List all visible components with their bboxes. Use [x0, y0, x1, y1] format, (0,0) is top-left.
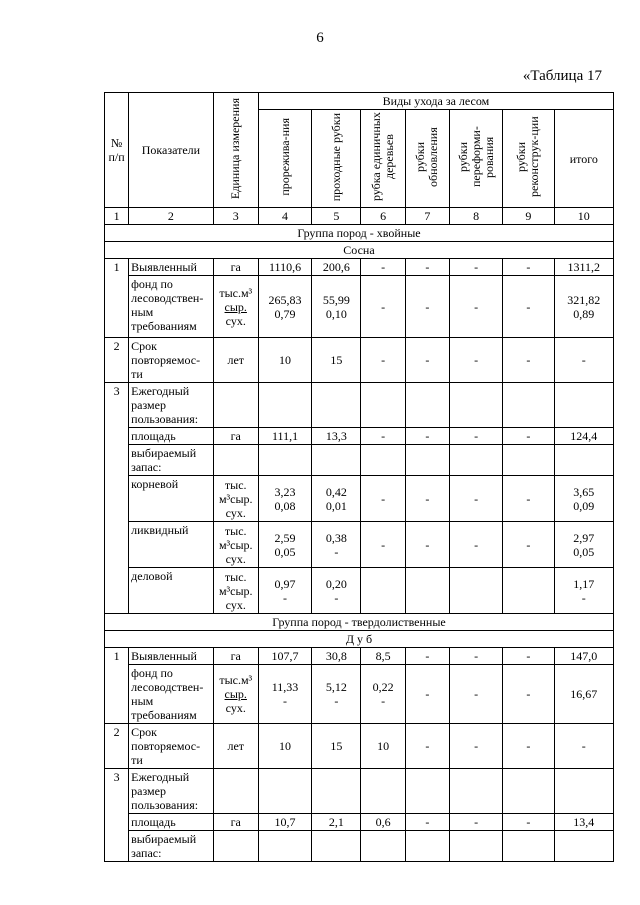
- table-row: 3 Ежегодный размер пользования:: [105, 769, 614, 814]
- column-numbers-row: 1 2 3 4 5 6 7 8 9 10: [105, 208, 614, 225]
- table-row: корневой тыс. м³сыр. сух. 3,23 0,08 0,42 0,01 - - - - 3,65 0,09: [105, 476, 614, 522]
- table-row: 3 Ежегодный размер пользования:: [105, 383, 614, 428]
- forest-care-table: [104, 92, 614, 862]
- species-heading: Сосна: [105, 242, 614, 259]
- table-row: ликвидный тыс. м³сыр. сух. 2,59 0,05 0,38 - - - - - 2,97 0,05: [105, 522, 614, 568]
- table-title: «Таблица 17: [522, 68, 602, 84]
- group-heading: Группа пород - твердолиственные: [105, 614, 614, 631]
- table-row: фонд по лесоводствен-ным требованиям тыс.м³ сыр. сух. 265,83 0,79 55,99 0,10 - - - - 321,82 0,89: [105, 276, 614, 338]
- header-col-reconstruction: рубки реконструк-ции: [503, 110, 554, 208]
- header-col-passage: проходные рубки: [312, 110, 361, 208]
- header-col-single-trees: рубка единичных деревьев: [361, 110, 405, 208]
- species-heading: Д у б: [105, 631, 614, 648]
- table-row: 1 Выявленный га 1110,6 200,6 - - - - 1311,2: [105, 259, 614, 276]
- group-heading: Группа пород - хвойные: [105, 225, 614, 242]
- table-row: 2 Срок повторяемос-ти лет 10 15 10 - - - -: [105, 724, 614, 769]
- table-row: 2 Срок повторяемос-ти лет 10 15 - - - - -: [105, 338, 614, 383]
- header-col-thinning: прорежива-ния: [258, 110, 311, 208]
- table-row: фонд по лесоводствен-ным требованиям тыс.м³ сыр. сух. 11,33 - 5,12 - 0,22 - - - - 16,67: [105, 665, 614, 724]
- header-care-types: Виды ухода за лесом: [258, 93, 613, 110]
- table-row: выбираемый запас:: [105, 445, 614, 476]
- page-number: 6: [316, 30, 324, 46]
- table-row: 1 Выявленный га 107,7 30,8 8,5 - - - 147,0: [105, 648, 614, 665]
- header-col-renewal: рубки обновления: [405, 110, 449, 208]
- header-indicators: Показатели: [129, 93, 213, 208]
- header-num: № п/п: [105, 93, 129, 208]
- header-col-reformation: рубки переформи-рования: [449, 110, 502, 208]
- table-row: площадь га 111,1 13,3 - - - - 124,4: [105, 428, 614, 445]
- header-col-total: итого: [554, 110, 613, 208]
- table-row: деловой тыс. м³сыр. сух. 0,97 - 0,20 - 1,17 -: [105, 568, 614, 614]
- table-row: выбираемый запас:: [105, 831, 614, 862]
- header-unit: Единица измерения: [213, 93, 258, 208]
- table-row: площадь га 10,7 2,1 0,6 - - - 13,4: [105, 814, 614, 831]
